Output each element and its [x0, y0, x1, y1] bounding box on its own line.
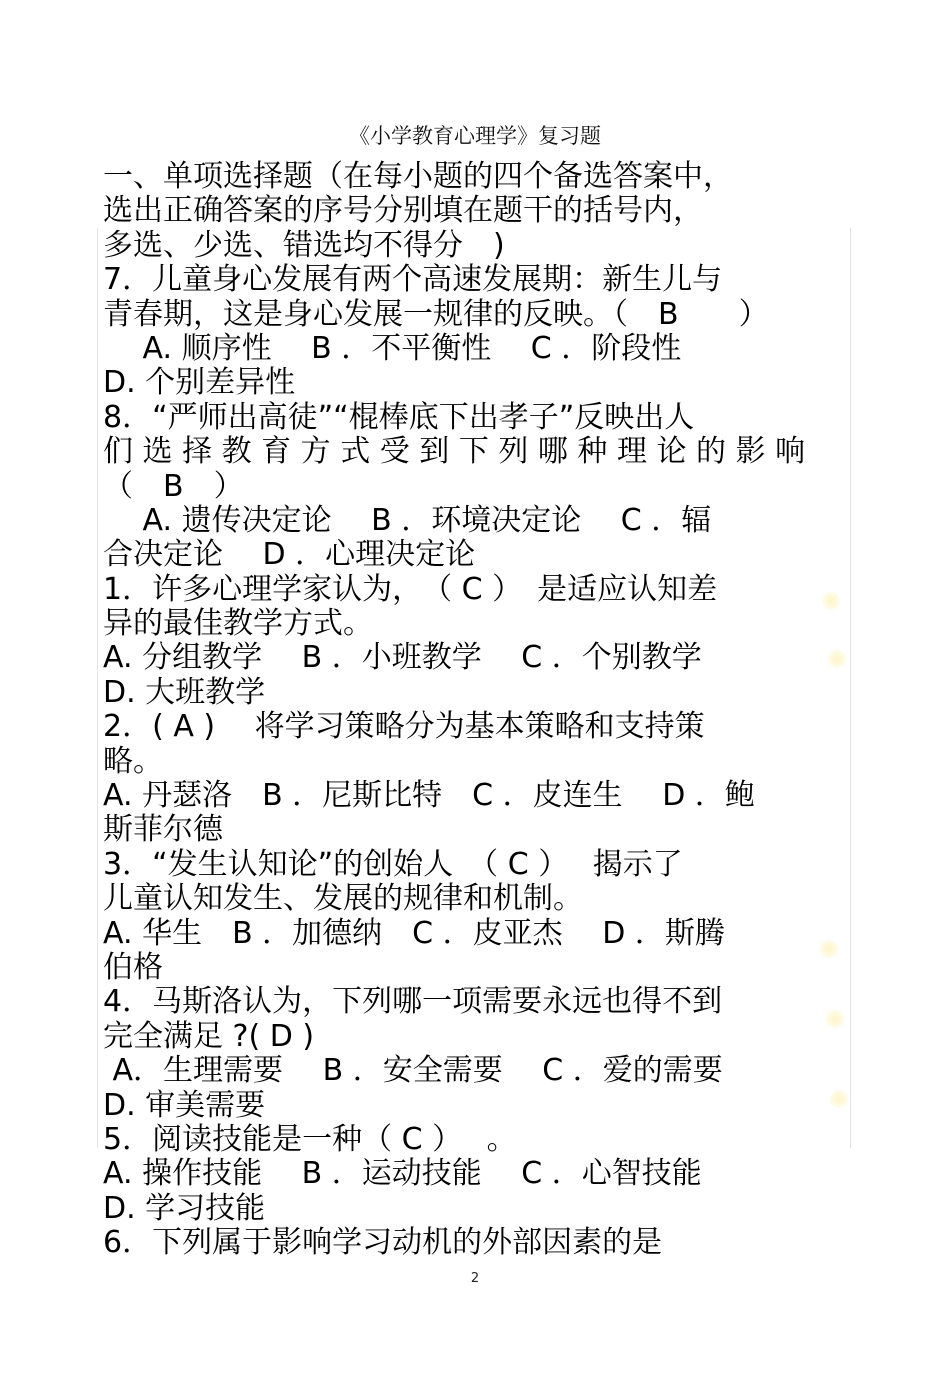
- text-line: 7．儿童身心发展有两个高速发展期：新生儿与: [103, 262, 723, 298]
- text-line: A. 丹瑟洛 B ．尼斯比特 C ．皮连生 D ．鲍: [103, 778, 755, 814]
- text-line: 多选、少选、错选均不得分 ): [103, 227, 505, 263]
- text-line: A. 操作技能 B ．运动技能 C ．心智技能: [103, 1156, 702, 1192]
- document-title: 《小学教育心理学》复习题: [349, 124, 601, 148]
- text-line: A. 遗传决定论 B ．环境决定论 C ．辐: [103, 502, 712, 538]
- text-line: 们 选 择 教 育 方 式 受 到 下 列 哪 种 理 论 的 影 响: [103, 434, 806, 470]
- text-line: D. 大班教学: [103, 674, 266, 710]
- text-line: 2．( A ) 将学习策略分为基本策略和支持策: [103, 709, 705, 745]
- text-line: 合决定论 D ．心理决定论: [103, 537, 476, 573]
- text-line: （ B ）: [103, 468, 244, 504]
- text-line: 1．许多心理学家认为， （ C ） 是适应认知差: [103, 571, 718, 607]
- text-line: 完全满足 ?( D ): [103, 1018, 315, 1054]
- text-line: 儿童认知发生、发展的规律和机制。: [103, 881, 583, 917]
- text-line: 3．“发生认知论”的创始人 （ C ） 揭示了: [103, 846, 683, 882]
- text-line: D. 个别差异性: [103, 365, 296, 401]
- text-line: A. 顺序性 B ．不平衡性 C ．阶段性: [103, 330, 682, 366]
- page-number: 2: [470, 1271, 480, 1286]
- question-list: [103, 160, 853, 1261]
- text-line: 青春期，这是身心发展一规律的反映。（ B ）: [103, 296, 769, 332]
- text-line: 6．下列属于影响学习动机的外部因素的是: [103, 1225, 663, 1261]
- text-line: 5．阅读技能是一种（ C ） 。: [103, 1121, 517, 1157]
- text-line: A．生理需要 B ．安全需要 C ．爱的需要: [103, 1053, 723, 1089]
- text-line: A. 华生 B ．加德纳 C ．皮亚杰 D ．斯腾: [103, 915, 725, 951]
- text-line: D. 审美需要: [103, 1087, 266, 1123]
- text-line: 异的最佳教学方式。: [103, 606, 373, 642]
- text-line: 一、单项选择题（在每小题的四个备选答案中，: [103, 159, 733, 194]
- text-line: A. 分组教学 B ．小班教学 C ．个别教学: [103, 640, 702, 676]
- text-line: D. 学习技能: [103, 1190, 266, 1226]
- text-line: 选出正确答案的序号分别填在题干的括号内，: [103, 193, 703, 229]
- text-line: 略。: [103, 743, 163, 779]
- text-line: 伯格: [103, 949, 163, 985]
- text-line: 斯菲尔德: [103, 812, 223, 848]
- text-line: 8．“严师出高徒”“棍棒底下出孝子”反映出人: [103, 399, 695, 435]
- text-line: 4．马斯洛认为，下列哪一项需要永远也得不到: [103, 984, 723, 1020]
